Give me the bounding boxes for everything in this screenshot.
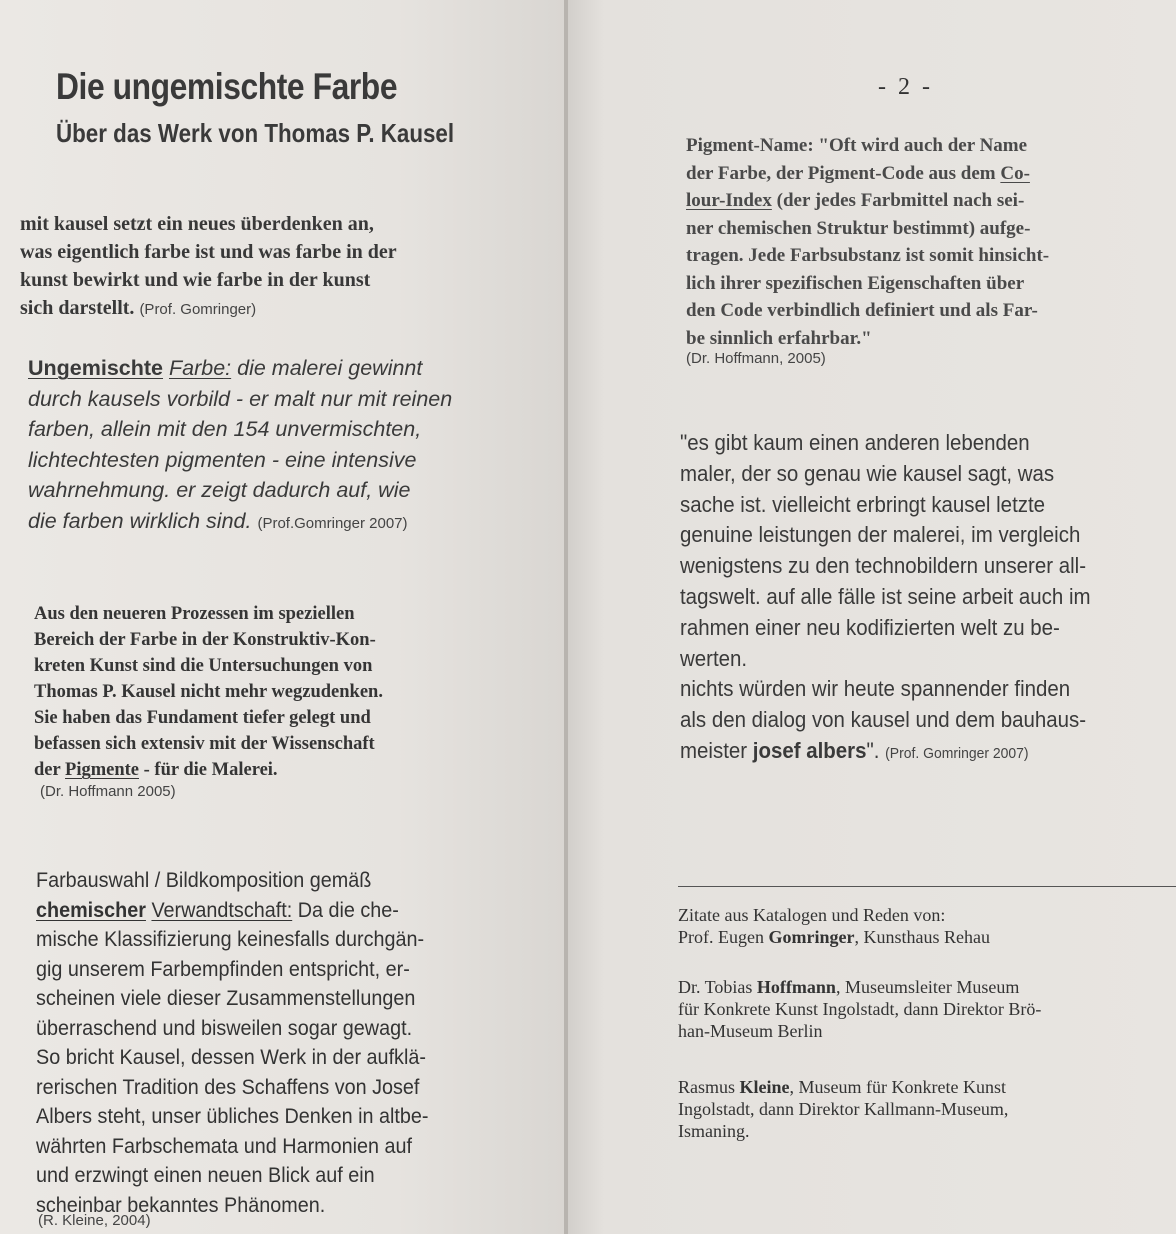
- text-line: Bereich der Farbe in der Konstruktiv-Kon-: [34, 630, 376, 650]
- right-page: [568, 0, 1176, 1234]
- text-line: Dr. Tobias Hoffmann, Museumsleiter Museum: [678, 977, 1020, 997]
- term-pigmente: Pigmente: [65, 760, 139, 780]
- text-line: mit kausel setzt ein neues überdenken an,: [20, 213, 374, 235]
- text-line: durch kausels vorbild - er malt nur mit reinen: [28, 386, 453, 411]
- text-line: gig unserem Farbempfinden entspricht, er-: [36, 956, 410, 981]
- footnote-divider: [678, 886, 1176, 887]
- credit-gomringer: Prof. Eugen Gomringer, Kunsthaus Rehau: [678, 927, 990, 947]
- text-line: Albers steht, unser übliches Denken in altbe-: [36, 1104, 429, 1128]
- text-line: genuine leistungen der malerei, im vergleich: [680, 522, 1081, 548]
- text-line: ner chemischen Struktur bestimmt) aufge-: [686, 217, 1031, 239]
- credit-hoffmann: [678, 976, 1041, 1042]
- credit-kleine: [678, 1076, 1008, 1142]
- term-colour-index: lour-Index: [686, 190, 772, 211]
- text-line: tragen. Jede Farbsubstanz ist somit hinsicht-: [686, 245, 1050, 266]
- pigment-paragraph: [686, 132, 1049, 352]
- name-josef-albers: josef albers: [752, 737, 867, 763]
- text-line: was eigentlich farbe ist und was farbe in der: [20, 241, 397, 263]
- text-line: nichts würden wir heute spannender finden: [680, 676, 1071, 702]
- text-line: kunst bewirkt und wie farbe in der kunst: [20, 269, 371, 291]
- page-title: Die ungemischte Farbe: [56, 66, 398, 107]
- citation: (Prof.Gomringer 2007): [257, 514, 408, 532]
- ungemischte-paragraph: [28, 353, 452, 539]
- page-number: - 2 -: [878, 74, 933, 100]
- text-line: werten.: [680, 645, 748, 671]
- text-line: lich ihrer spezifischen Eigenschaften über: [686, 272, 1025, 294]
- text-line: han-Museum Berlin: [678, 1021, 823, 1041]
- term-ungemischte: Ungemischte: [28, 356, 164, 380]
- citation: (R. Kleine, 2004): [38, 1212, 151, 1229]
- text-line: Ingolstadt, dann Direktor Kallmann-Museum,: [678, 1099, 1009, 1119]
- term-chemischer: chemischer: [36, 897, 146, 922]
- text-line: lichtechtesten pigmenten - eine intensive: [28, 447, 417, 472]
- text-line: mische Klassifizierung keinesfalls durchgän-: [36, 927, 425, 951]
- text-line: der Farbe, der Pigment-Code aus dem Co-: [686, 162, 1030, 184]
- text-line: farben, allein mit den 154 unvermischten,: [28, 417, 422, 441]
- citation: (Prof. Gomringer 2007): [885, 744, 1029, 762]
- left-page: [0, 0, 566, 1234]
- prozesse-paragraph: [34, 601, 383, 783]
- text-line: scheinbar bekanntes Phänomen.: [36, 1192, 326, 1217]
- text-line: scheinen viele dieser Zusammenstellungen: [36, 986, 416, 1010]
- farbauswahl-paragraph: [36, 866, 429, 1220]
- text-line: sache ist. vielleicht erbringt kausel letzte: [680, 491, 1046, 517]
- text-line: rahmen einer neu kodifizierten welt zu be-: [680, 614, 1060, 640]
- text-line: Ismaning.: [678, 1121, 750, 1141]
- text-line: währten Farbschemata und Harmonien auf: [36, 1133, 413, 1158]
- text-line: den Code verbindlich definiert und als Far-: [686, 300, 1038, 321]
- citation: (Dr. Hoffmann 2005): [40, 783, 176, 800]
- text-line: Sie haben das Fundament tiefer gelegt und: [34, 708, 371, 728]
- term-colour-index: Co-: [1000, 162, 1030, 184]
- text-line: tagswelt. auf alle fälle ist seine arbeit auch im: [680, 583, 1091, 609]
- text-line-last: der Pigmente - für die Malerei.: [34, 760, 278, 780]
- citation: (Dr. Hoffmann, 2005): [686, 350, 826, 367]
- credits-heading-block: [678, 904, 990, 948]
- text-line: Thomas P. Kausel nicht mehr wegzudenken.: [34, 682, 383, 702]
- text-line-last: die farben wirklich sind. (Prof.Gomringer 2007): [28, 508, 408, 533]
- text-line: So bricht Kausel, dessen Werk in der aufklä-: [36, 1045, 426, 1069]
- page-subtitle: Über das Werk von Thomas P. Kausel: [56, 118, 455, 148]
- text-line: als den dialog von kausel und dem bauhaus-: [680, 707, 1087, 733]
- text-line: wenigstens zu den technobildern unserer all-: [680, 553, 1087, 579]
- intro-paragraph: [20, 210, 397, 324]
- text-line: rerischen Tradition des Schaffens von Josef: [36, 1074, 420, 1099]
- credits-heading: Zitate aus Katalogen und Reden von:: [678, 905, 946, 925]
- text-line: Farbauswahl / Bildkomposition gemäß: [36, 868, 372, 892]
- text-line-last: meister josef albers". (Prof. Gomringer 2007): [680, 737, 1029, 763]
- text-line: Ungemischte Farbe: die malerei gewinnt: [28, 356, 423, 380]
- text-line: wahrnehmung. er zeigt dadurch auf, wie: [28, 478, 411, 502]
- text-line: be sinnlich erfahrbar.": [686, 327, 872, 349]
- text-line: maler, der so genau wie kausel sagt, was: [680, 460, 1055, 486]
- term-verwandtschaft: Verwandtschaft:: [151, 897, 293, 922]
- text-line: lour-Index (der jedes Farbmittel nach sei-: [686, 190, 1025, 211]
- text-line: "es gibt kaum einen anderen lebenden: [680, 430, 1030, 455]
- text-line-last: sich darstellt. (Prof. Gomringer): [20, 297, 257, 319]
- text-line: befassen sich extensiv mit der Wissenschaft: [34, 734, 375, 754]
- citation: (Prof. Gomringer): [139, 301, 257, 318]
- text-line: und erzwingt einen neuen Blick auf ein: [36, 1163, 375, 1187]
- text-line: Aus den neueren Prozessen im speziellen: [34, 604, 355, 624]
- text-line: chemischer Verwandtschaft: Da die che-: [36, 897, 399, 922]
- text-line: überraschend und bisweilen sogar gewagt.: [36, 1015, 413, 1040]
- text-line: Pigment-Name: "Oft wird auch der Name: [686, 135, 1028, 156]
- gomringer-quote: [680, 428, 1091, 770]
- text-line: kreten Kunst sind die Untersuchungen von: [34, 656, 373, 676]
- text-line: Rasmus Kleine, Museum für Konkrete Kunst: [678, 1077, 1006, 1097]
- text-line: für Konkrete Kunst Ingolstadt, dann Direktor Brö-: [678, 999, 1042, 1019]
- term-farbe: Farbe:: [169, 356, 232, 380]
